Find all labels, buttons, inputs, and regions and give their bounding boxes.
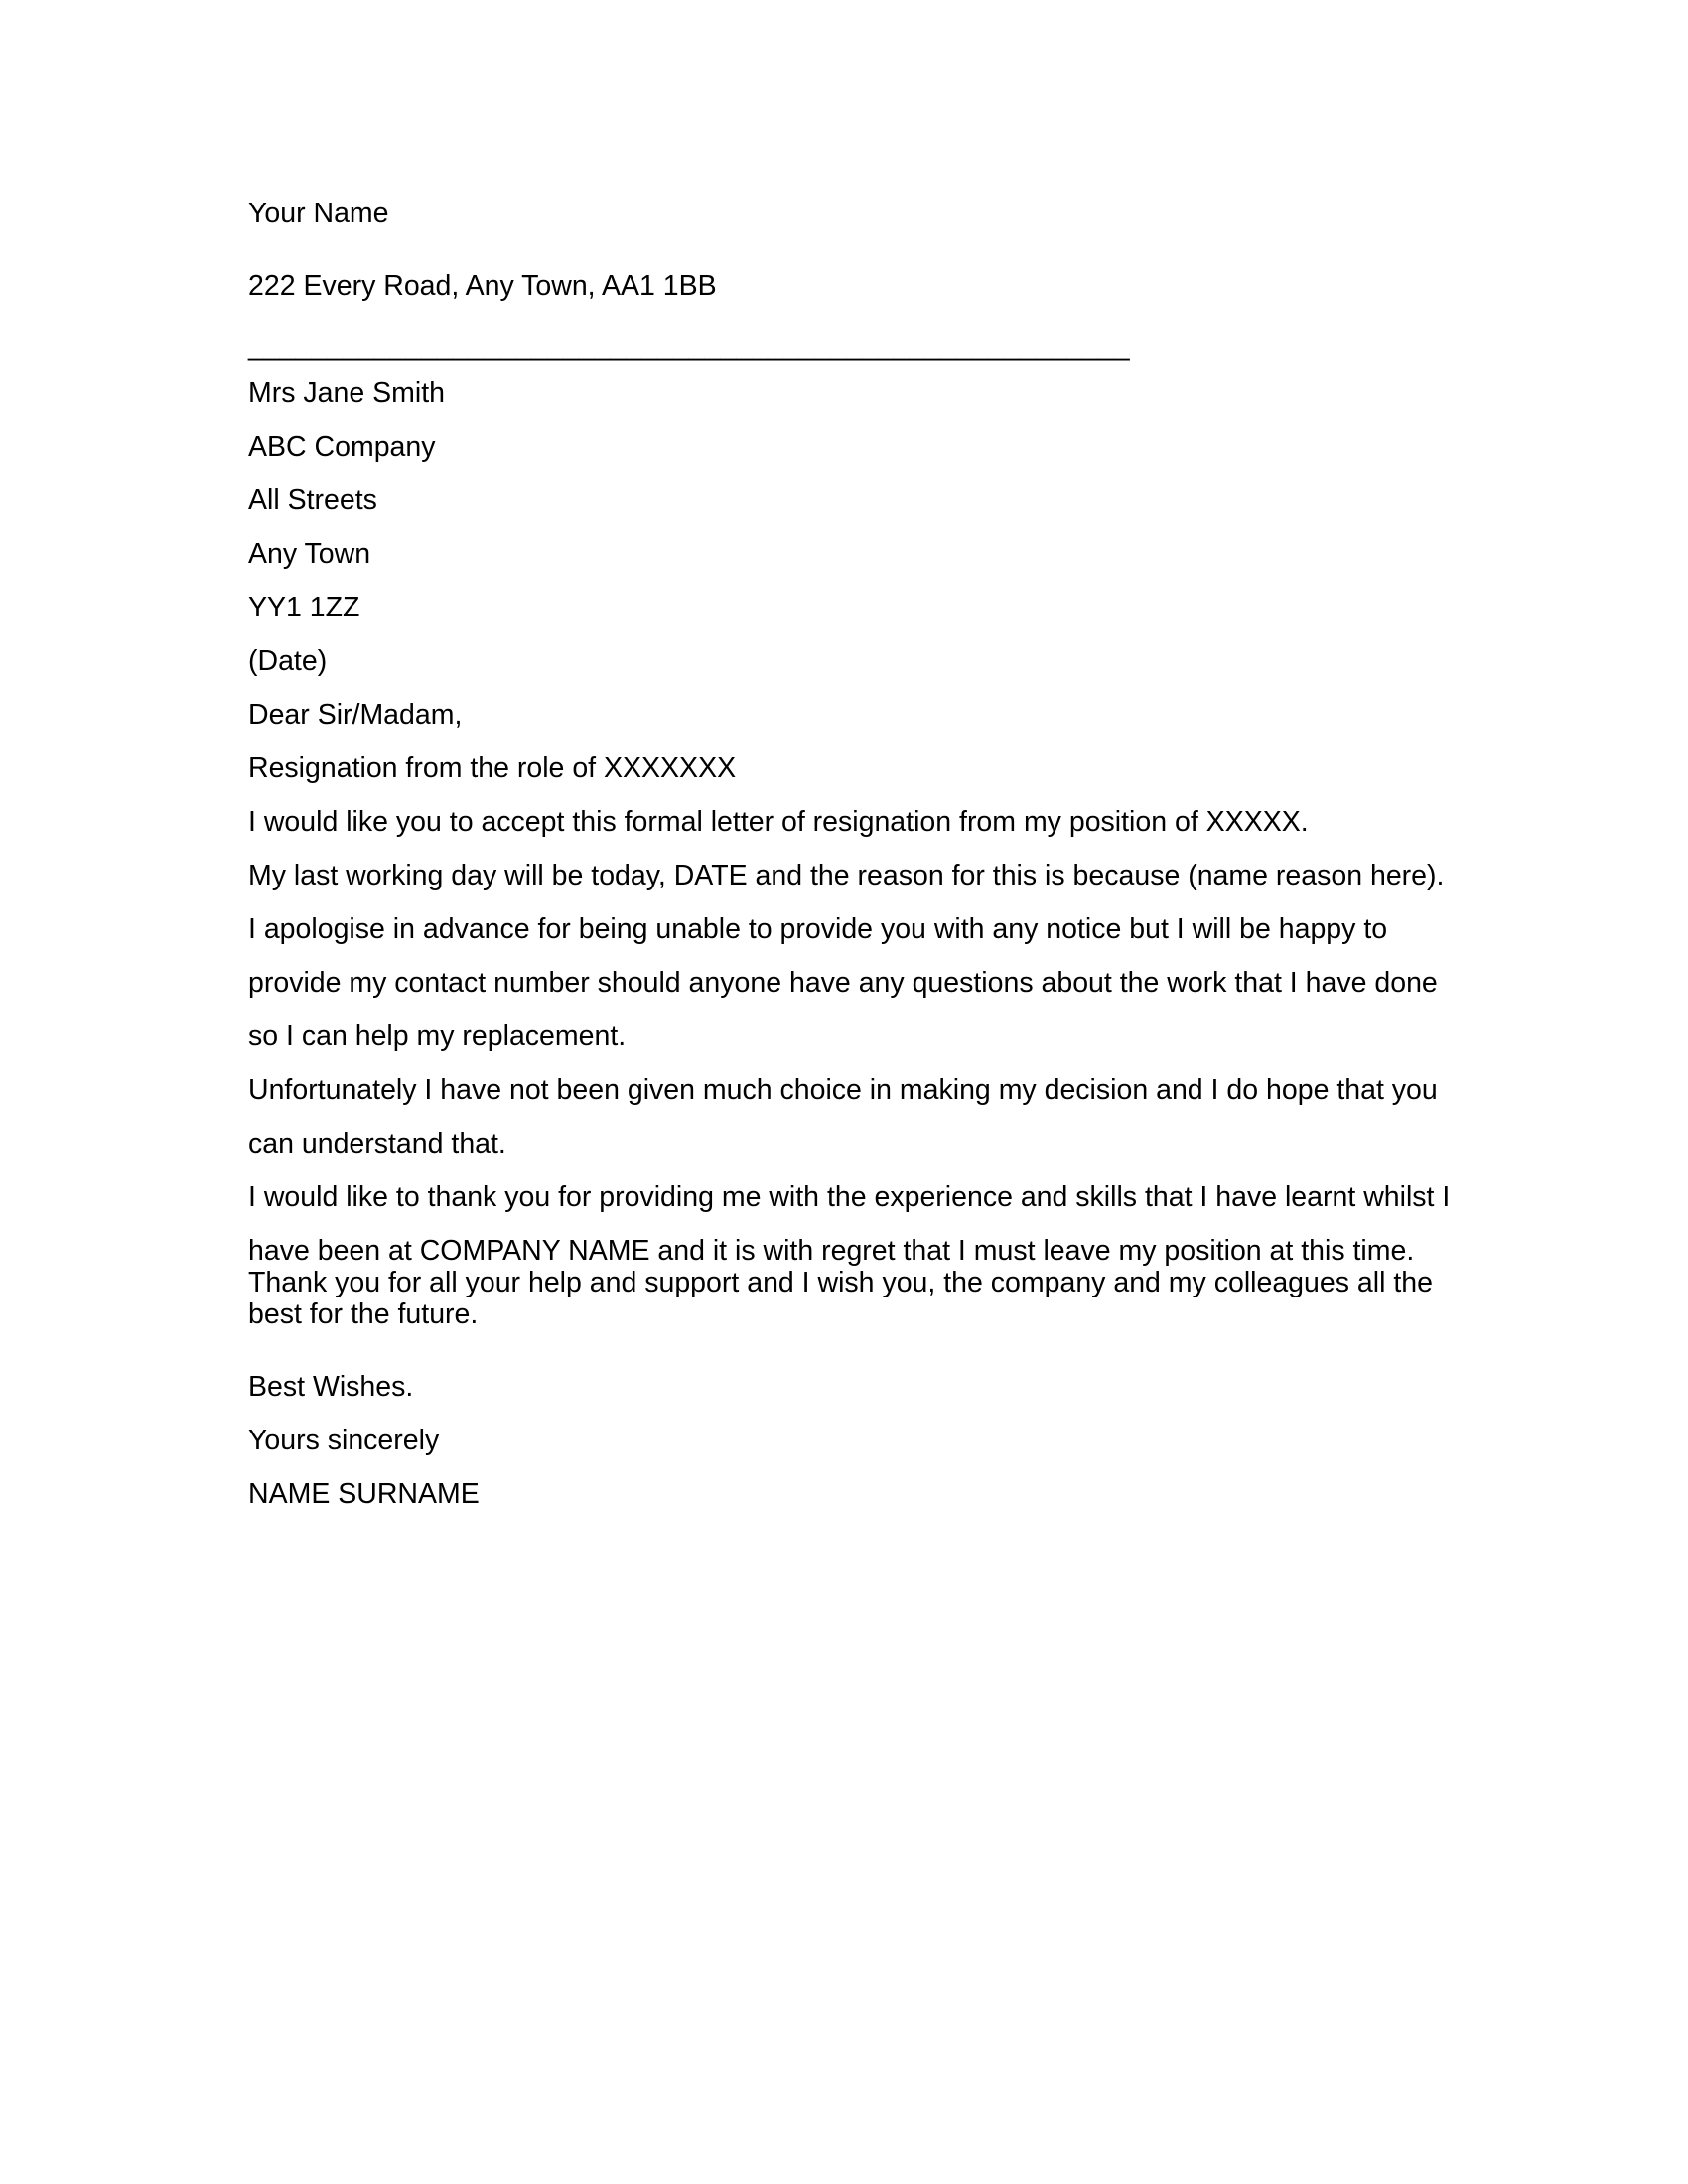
body-line: My last working day will be today, DATE and the reason for this is because (name reason here).: [248, 860, 1445, 891]
recipient-town: Any Town: [248, 538, 371, 570]
divider-line: ________________________________________________________: [248, 331, 1130, 362]
letter-date: (Date): [248, 645, 328, 677]
body-line: Thank you for all your help and support and I wish you, the company and my colleagues all the: [248, 1267, 1433, 1298]
recipient-name: Mrs Jane Smith: [248, 377, 445, 409]
closing-signoff: Yours sincerely: [248, 1425, 440, 1456]
recipient-company: ABC Company: [248, 431, 436, 463]
closing-wishes: Best Wishes.: [248, 1371, 414, 1403]
recipient-street: All Streets: [248, 484, 377, 516]
body-line: so I can help my replacement.: [248, 1021, 627, 1052]
recipient-postcode: YY1 1ZZ: [248, 592, 360, 623]
subject-line: Resignation from the role of XXXXXXX: [248, 752, 737, 784]
body-line: I apologise in advance for being unable to provide you with any notice but I will be happy to: [248, 913, 1388, 945]
body-line: I would like you to accept this formal letter of resignation from my position of XXXXX.: [248, 806, 1309, 838]
body-line: can understand that.: [248, 1128, 506, 1160]
body-line: I would like to thank you for providing me with the experience and skills that I have learnt whilst I: [248, 1181, 1451, 1213]
body-line: best for the future.: [248, 1298, 479, 1330]
body-line: provide my contact number should anyone have any questions about the work that I have done: [248, 967, 1438, 999]
signature-name: NAME SURNAME: [248, 1478, 480, 1510]
body-line: have been at COMPANY NAME and it is with regret that I must leave my position at this time.: [248, 1235, 1415, 1267]
sender-address: 222 Every Road, Any Town, AA1 1BB: [248, 270, 717, 302]
salutation: Dear Sir/Madam,: [248, 699, 463, 731]
sender-name: Your Name: [248, 198, 389, 229]
body-line: Unfortunately I have not been given much choice in making my decision and I do hope that you: [248, 1074, 1438, 1106]
